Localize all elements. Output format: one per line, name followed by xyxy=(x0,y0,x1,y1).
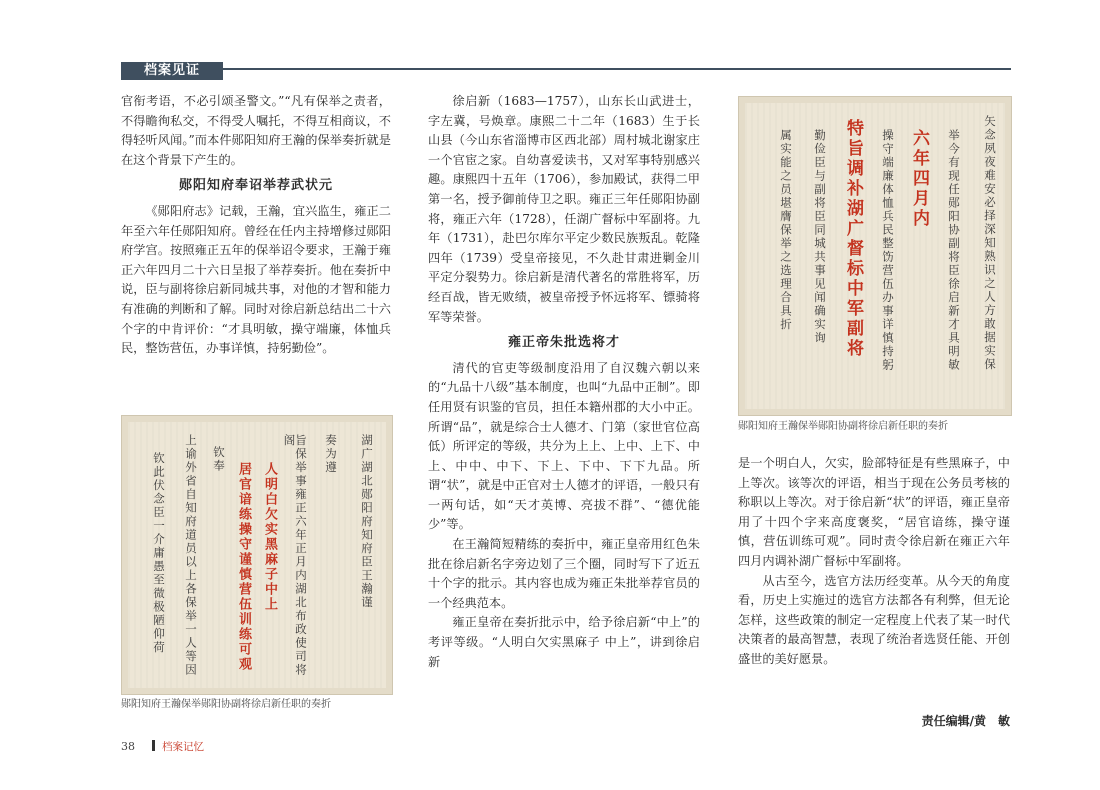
memorial-col: 矢念夙夜难安必择深知熟识之人方敢据实保 xyxy=(983,115,997,372)
col3-paragraph-2: 从古至今，选官方法历经变革。从今天的角度看，历史上实施过的选官方法都各有利弊，但无论怎样，这些政策的制定一定程度上代表了某一时代决策者的最高智慧，表现了统治者选贤任能、开创盛世的美好愿景。 xyxy=(738,573,1010,666)
memorial-image-left xyxy=(121,415,393,695)
vermilion-comment: 人明白欠实黑麻子中上 xyxy=(262,462,277,612)
vermilion-comment: 六年四月内 xyxy=(909,129,929,229)
memorial-col: 属实能之员堪膺保举之选理合具折 xyxy=(779,129,793,332)
col2-heading: 雍正帝朱批选将才 xyxy=(507,335,620,351)
col1-paragraph-2: 《郧阳府志》记载，王瀚，宜兴监生，雍正二年至六年任郧阳知府。曾经在任内主持增修过郧阳府学宫。按照雍正五年的保举诏令要求，王瀚于雍正六年四月二十六日呈报了举荐奏折。他在奏折中说，臣与副将徐启新同城共事，对他的才智和能力有准确的判断和了解。同时对徐启新总结出二十六个字的中肯评价：“才具明敏，操守端廉，体恤兵民，整饬营伍，办事详慎，持躬勤俭”。 xyxy=(121,203,391,356)
memorial-col: 举今有现任郧阳协副将臣徐启新才具明敏 xyxy=(947,129,961,372)
vermilion-comment: 居官谙练操守谨慎营伍训练可观 xyxy=(236,462,251,672)
memorial-col: 操守端廉体恤兵民整饬营伍办事详慎持躬 xyxy=(881,129,895,372)
col2-paragraph-1: 徐启新（1683—1757），山东长山武进士，字左冀，号焕章。康熙二十二年（1683）生于长山县（今山东省淄博市区西北部）周村城北谢家庄一个官宦之家。自幼喜爱读书，又对军事特别感兴趣。康熙四十五年（1706），参加殿试，获得二甲第一名，授予御前侍卫之职。雍正三年任郧阳协副将，雍正六年（1728），任湖广督标中军副将。九年（1731），赴巴尔库尔平定少数民族叛乱。乾隆四年（1739）受皇帝接见，不久赴甘肃进剿金川平定分裂势力。徐启新是清代著名的常胜将军，历经百战，皆无败绩，被皇帝授予怀远将军、镖骑将军等荣誉。 xyxy=(428,94,700,324)
col2-paragraph-2: 清代的官吏等级制度沿用了自汉魏六朝以来的“九品十八级”基本制度，也叫“九品中正制”。即任用贤有识鉴的官员，担任本籍州郡的大小中正。所谓“品”，就是综合士人德才、门第（家世官位高低）所评定的等级，共分为上上、上中、上下、中上、中中、中下、下上、下中、下下九品。所谓“状”，就是中正官对士人德才的评语，一般只有一两句话，如“天才英博、亮拔不群”、“德优能少”等。 xyxy=(428,360,700,532)
footer-divider xyxy=(152,740,155,751)
responsible-editor: 责任编辑/黄 敏 xyxy=(921,714,1010,728)
memorial-col: 旨保举事雍正六年正月内湖北布政使司将阁 xyxy=(282,434,308,677)
memorial-col: 钦此伏念臣一介庸愚至微极陋仰荷 xyxy=(152,452,166,655)
right-image-caption: 郧阳知府王瀚保举郧阳协副将徐启新任职的奏折 xyxy=(738,421,948,432)
col2-paragraph-3: 在王瀚简短精练的奏折中，雍正皇帝用红色朱批在徐启新名字旁边划了三个圈，同时写下了近五十个字的批示。其内容也成为雍正朱批举荐官员的一个经典范本。 xyxy=(428,537,700,610)
header-rule xyxy=(223,68,1011,70)
memorial-image-right xyxy=(738,96,1012,416)
col2-paragraph-4: 雍正皇帝在奏折批示中，给予徐启新“中上”的考评等级。“人明白欠实黑麻子 中上”，讲到徐启新 xyxy=(428,615,700,669)
col1-paragraph-1: 官衔考语，不必引颂圣警文。”“凡有保举之责者，不得瞻徇私交，不得受人嘱托，不得互相商议，不得轻听风闻。”而本件郧阳知府王瀚的保举奏折就是在这个背景下产生的。 xyxy=(121,94,391,167)
col1-heading: 郧阳知府奉诏举荐武状元 xyxy=(178,178,333,194)
page-number: 38 xyxy=(121,740,135,753)
memorial-col: 勤俭臣与副将臣同城共事见闻确实询 xyxy=(813,129,827,345)
left-image-caption: 郧阳知府王瀚保举郧阳协副将徐启新任职的奏折 xyxy=(121,699,331,710)
column-1 xyxy=(121,92,391,359)
column-2 xyxy=(428,92,700,672)
memorial-col: 上谕外省自知府道员以上各保举一人等因 xyxy=(184,434,198,677)
memorial-col: 奏为遵 xyxy=(324,434,338,475)
memorial-paper xyxy=(128,422,386,688)
col3-paragraph-1: 是一个明白人，欠实，脸部特征是有些黑麻子，中上等次。该等次的评语，相当于现在公务员考核的称职以上等次。对于徐启新“状”的评语，雍正皇帝用了十四个字来高度褒奖，“居官谙练，操守谨慎，营伍训练可观”。同时责令徐启新在雍正六年四月内调补湖广督标中军副将。 xyxy=(738,456,1010,568)
memorial-paper xyxy=(745,103,1005,409)
column-3 xyxy=(738,454,1010,670)
section-title: 档案见证 xyxy=(121,62,223,80)
vermilion-comment: 特旨调补湖广督标中军副将 xyxy=(843,119,863,359)
memorial-col: 湖广湖北郧阳府知府臣王瀚谨 xyxy=(360,434,374,610)
journal-name: 档案记忆 xyxy=(162,741,204,753)
memorial-col: 钦奉 xyxy=(212,446,226,473)
